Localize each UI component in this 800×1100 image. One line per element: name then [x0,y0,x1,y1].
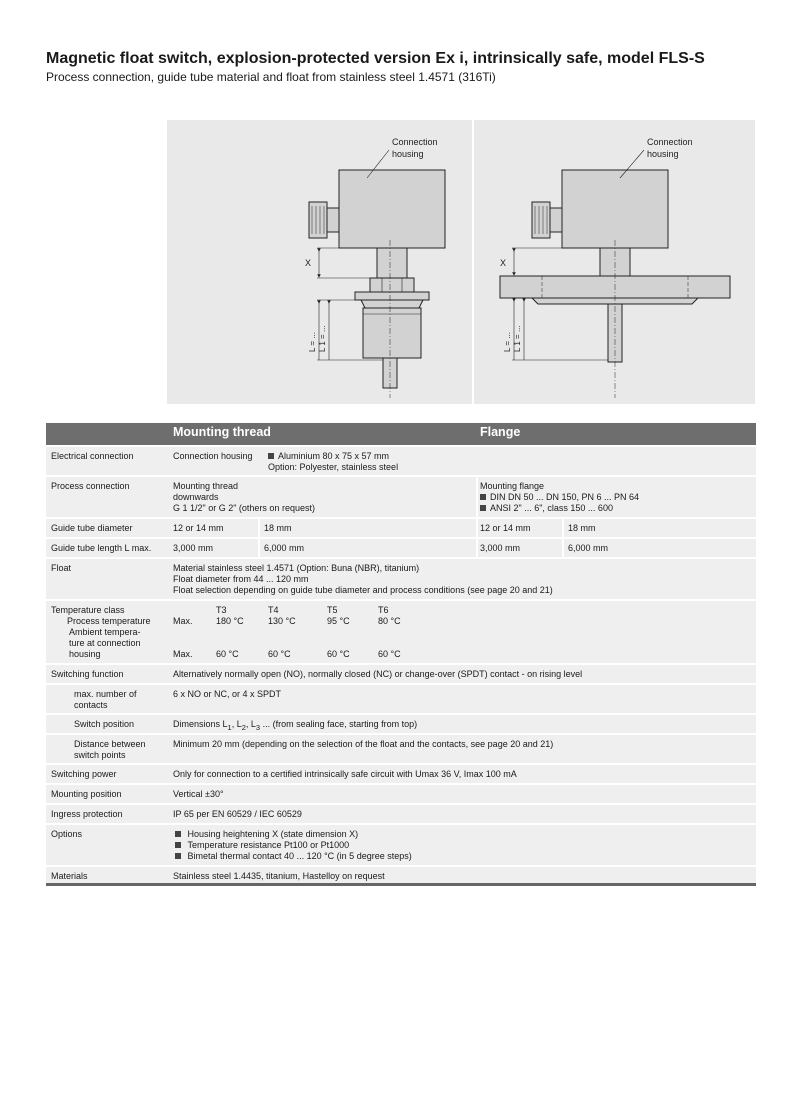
row-value: 6 x NO or NC, or 4 x SPDT [173,689,282,699]
row-value: Vertical ±30° [173,789,224,799]
row-max-contacts [46,683,756,713]
row-label: Switching function [51,669,124,679]
row-ingress-protection [46,803,756,823]
row-value: Connection housing [173,451,253,461]
row-label: Float [51,563,72,573]
row-label: Process connection [51,481,130,491]
row-value: 12 or 14 mm [480,523,531,533]
bullet-icon [175,831,181,837]
row-value: 12 or 14 mm [173,523,224,533]
dimension-drawings [167,120,755,404]
row-value: 3,000 mm [173,543,214,553]
temp-column-t5: T5 95 °C 60 °C [327,605,350,659]
row-temperature-class [46,599,756,663]
row-value: Minimum 20 mm (depending on the selection of the float and the contacts, see page 20 and 21) [173,739,554,749]
thread-version-drawing [167,120,472,404]
temp-column-t3: T3 180 °C 60 °C [216,605,244,659]
flange-version-drawing [474,120,755,404]
row-value: 3,000 mm [480,543,521,553]
max-label: Max. [173,649,193,659]
row-value: Only for connection to a certified intrinsically safe circuit with Umax 36 V, Imax 100 mA [173,769,517,779]
bullet-icon [175,842,181,848]
dim-l1-label: L 1 = ... [318,325,327,352]
dim-l-label: L = ... [503,332,512,352]
row-label: Options [51,829,83,839]
row-label: Guide tube diameter [51,523,133,533]
row-mounting-position [46,783,756,803]
row-options [46,823,756,865]
row-value: Mounting thread downwards G 1 1/2" or G 2" (others on request) [173,481,315,513]
housing-label: Connection [392,137,438,147]
table-header [46,423,756,445]
row-value: Housing heightening X (state dimension X) Temperature resistance Pt100 or Pt1000 Bimetal thermal contact 40 ... 120 °C (in 5 degree steps) [173,829,412,862]
row-value: 18 mm [568,523,596,533]
row-materials [46,865,756,886]
row-label: Temperature class Process temperature Ambient tempera- ture at connection housing [51,605,151,659]
dim-l1-label: L 1 = ... [513,325,522,352]
row-distance-switch-points [46,733,756,763]
row-value: Alternatively normally open (NO), normally closed (NC) or change-over (SPDT) contact - on rising level [173,669,583,679]
bullet-icon [268,453,274,459]
housing-label: housing [647,149,679,159]
bullet-icon [480,494,486,500]
max-label: Max. [173,616,193,626]
row-value: Dimensions $L_1$, $L_2$, $L_3$ ... (from sealing face, starting from top) [173,719,418,732]
bullet-icon [480,505,486,511]
dim-x-label: X [500,258,507,268]
header-flange: Flange [480,425,521,439]
row-guide-tube-diameter [46,517,756,537]
row-label: Guide tube length L max. [51,543,152,553]
dim-x-label: X [305,258,312,268]
row-float [46,557,756,599]
temp-column-t6: T6 80 °C 60 °C [378,605,401,659]
row-value: Mounting flange DIN DN 50 ... DN 150, PN 6 ... PN 64 ANSI 2" ... 6", class 150 ... 600 [480,481,640,513]
row-value: Material stainless steel 1.4571 (Option: Buna (NBR), titanium) Float diameter from 44 ... 120 mm Float selection depending on guide tube diameter and process conditions (see page 20 and 21) [173,563,553,595]
row-guide-tube-length [46,537,756,557]
row-switch-position [46,713,756,733]
row-switching-function [46,663,756,683]
row-process-connection [46,475,756,517]
bullet-icon [175,853,181,859]
row-value: Stainless steel 1.4435, titanium, Hastelloy on request [173,871,385,881]
row-value: 6,000 mm [264,543,305,553]
row-label: max. number of contacts [74,689,137,710]
row-label: Ingress protection [51,809,123,819]
row-value: Aluminium 80 x 75 x 57 mm Option: Polyester, stainless steel [268,451,399,472]
page-title: Magnetic float switch, explosion-protected version Ex i, intrinsically safe, model FLS-S [46,50,705,67]
row-value: IP 65 per EN 60529 / IEC 60529 [173,809,302,819]
header-mounting-thread: Mounting thread [173,425,271,439]
page-subtitle: Process connection, guide tube material and float from stainless steel 1.4571 (316Ti) [46,70,496,84]
row-label: Switching power [51,769,117,779]
housing-label: Connection [647,137,693,147]
housing-label: housing [392,149,424,159]
row-label: Electrical connection [51,451,134,461]
row-electrical-connection [46,445,756,475]
row-value: 18 mm [264,523,292,533]
row-label: Materials [51,871,88,881]
temp-column-t4: T4 130 °C 60 °C [268,605,296,659]
row-value: 6,000 mm [568,543,609,553]
row-label: Switch position [74,719,135,729]
row-label: Mounting position [51,789,122,799]
dim-l-label: L = ... [308,332,317,352]
row-label: Distance between switch points [74,739,146,760]
specification-table [46,423,756,886]
row-switching-power [46,763,756,783]
